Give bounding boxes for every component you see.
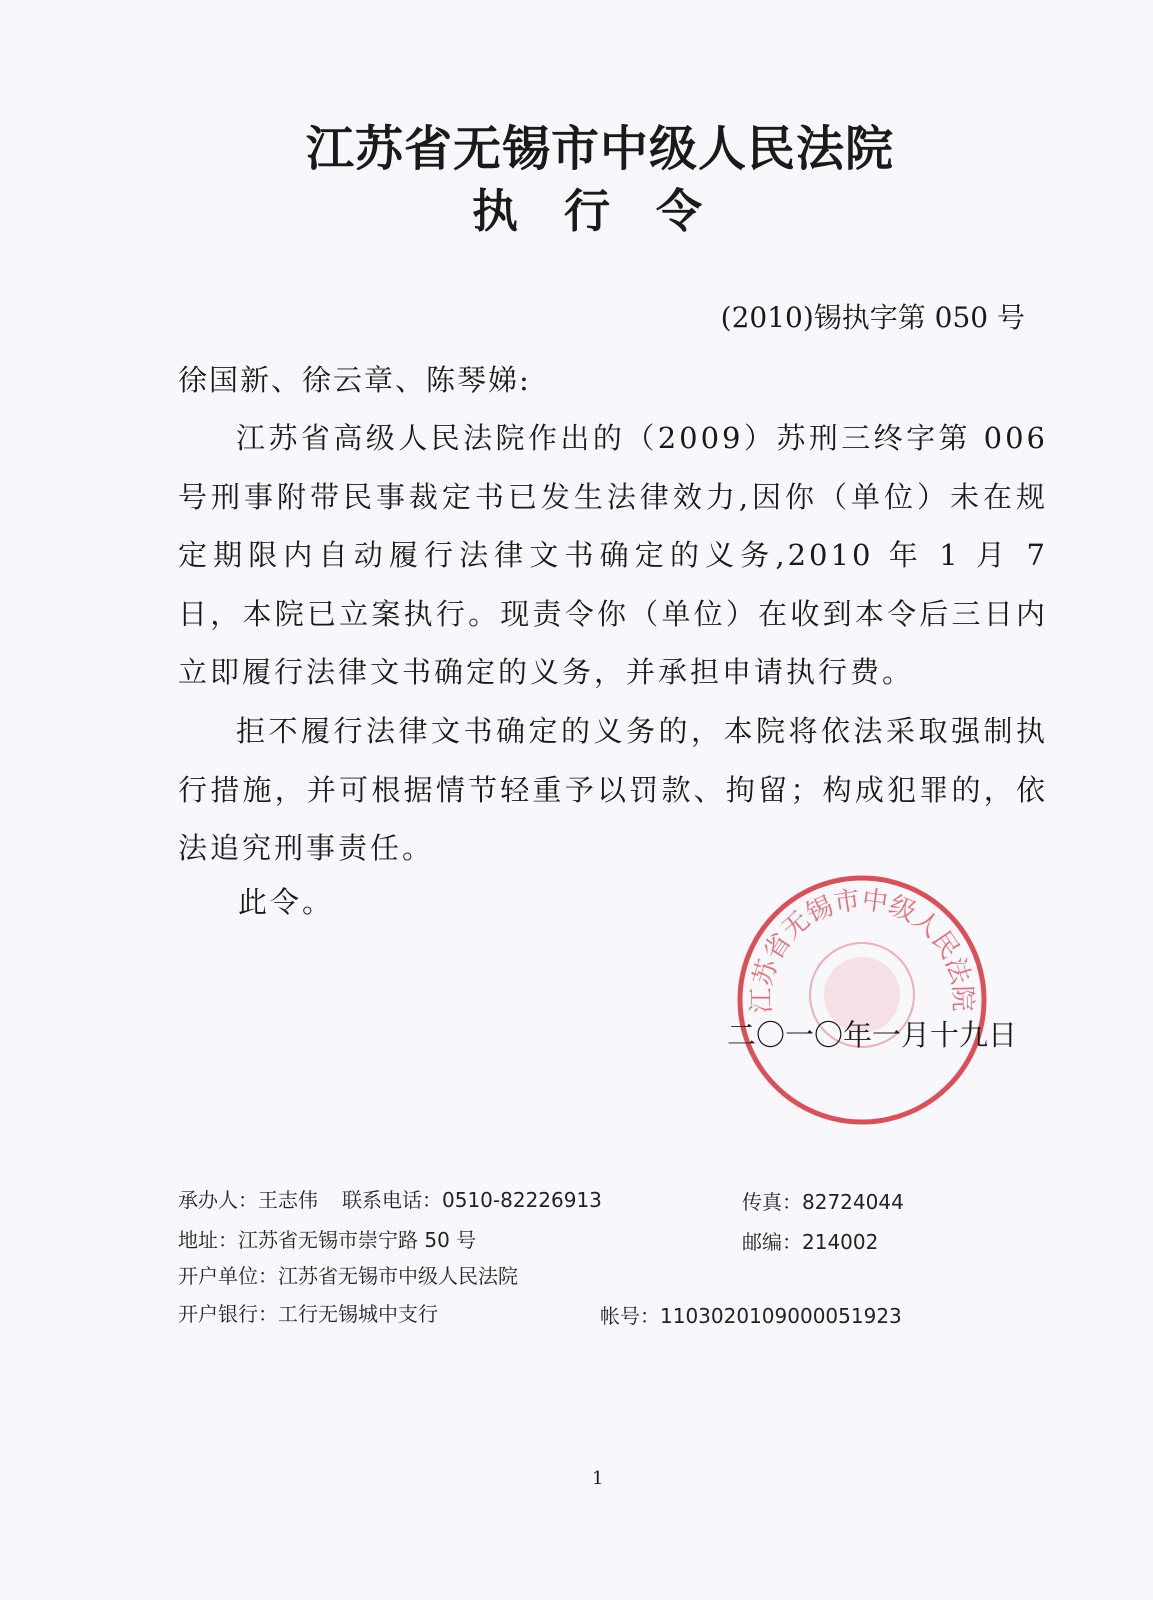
case-number: (2010)锡执字第 050 号 [720,301,1025,334]
handler: 承办人：王志伟 [178,1188,318,1212]
issue-date: 二〇一〇年一月十九日 [726,1018,1017,1052]
body-paragraph-2: 拒不履行法律文书确定的义务的，本院将依法采取强制执行措施，并可根据情节轻重予以罚款、拘留；构成犯罪的，依法追究刑事责任。 [178,714,1048,865]
account-number: 帐号：1103020109000051923 [600,1304,902,1328]
contact-phone: 联系电话：0510-82226913 [342,1188,602,1212]
body-paragraph-1: 江苏省高级人民法院作出的（2009）苏刑三终字第 006 号刑事附带民事裁定书已发生法律效力,因你（单位）未在规定期限内自动履行法律文书确定的义务,2010 年 1 月 7 日，本院已立案执行。现责令你（单位）在收到本令后三日内立即履行法律文书确定的义务，并承担申请执行费。 [178,421,1048,689]
postcode: 邮编：214002 [742,1230,879,1254]
seal-text: 江苏省无锡市中级人民法院 [746,885,978,1014]
closing-line: 此令。 [238,885,335,919]
page-number: 1 [592,1468,604,1489]
bank-name: 开户银行：工行无锡城中支行 [178,1302,438,1326]
document-type-title: 执行令 [472,184,748,238]
court-name-title: 江苏省无锡市中级人民法院 [305,121,894,177]
fax-number: 传真：82724044 [742,1190,904,1214]
court-seal [732,870,992,1130]
account-holder: 开户单位：江苏省无锡市中级人民法院 [178,1264,518,1288]
recipients-line: 徐国新、徐云章、陈琴娣: [178,363,531,397]
court-address: 地址：江苏省无锡市崇宁路 50 号 [178,1228,477,1252]
